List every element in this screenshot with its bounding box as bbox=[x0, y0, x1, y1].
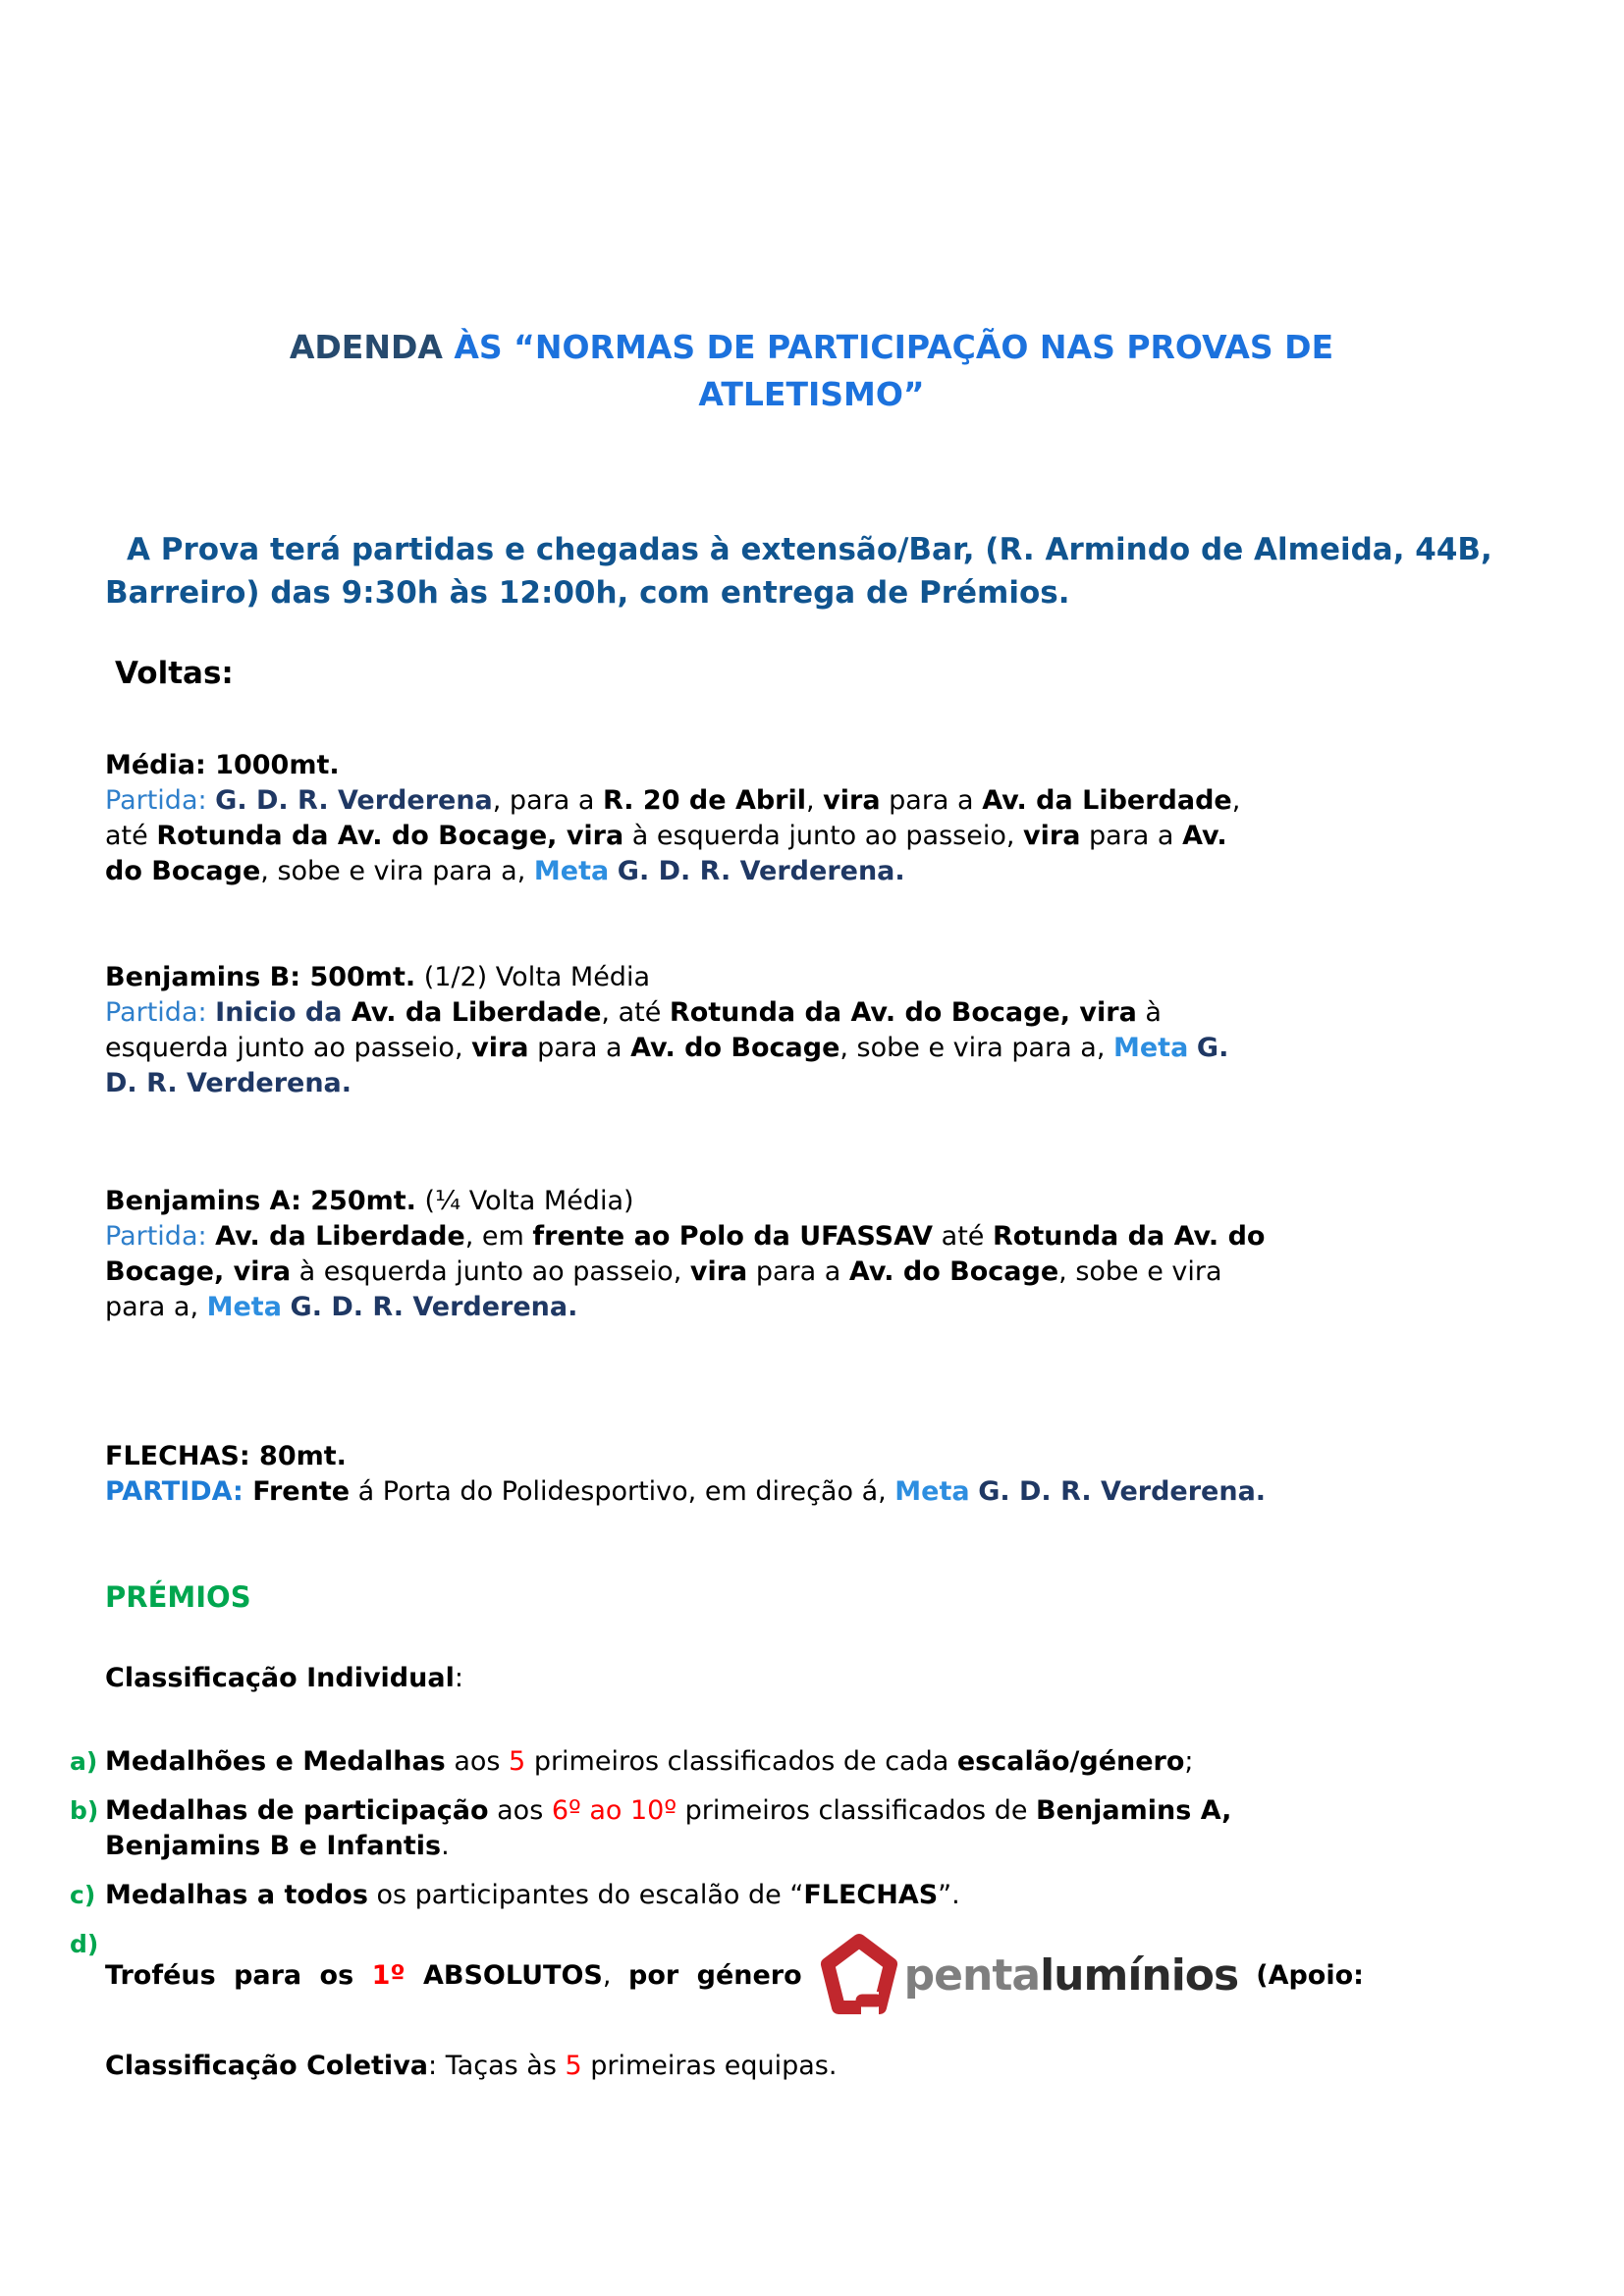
text-segment: Rotunda da Av. do bbox=[993, 1221, 1266, 1252]
text-segment: ”. bbox=[938, 1880, 960, 1910]
text-segment: até bbox=[933, 1221, 993, 1252]
benjamins-a-line-3 bbox=[105, 1255, 1518, 1290]
text-segment: , para a bbox=[492, 785, 603, 816]
section-benjamins-a bbox=[105, 1184, 1518, 1325]
text-segment: R. 20 de Abril bbox=[602, 785, 806, 816]
text-segment: para a bbox=[880, 785, 983, 816]
text-segment: escalão/género bbox=[956, 1746, 1185, 1777]
text-segment: G. D. R. Verderena. bbox=[978, 1476, 1267, 1507]
benjamins-b-line-2 bbox=[105, 995, 1518, 1031]
benjamins-a-line-4 bbox=[105, 1290, 1518, 1325]
media-line-3 bbox=[105, 819, 1518, 854]
text-segment: 5 bbox=[565, 2051, 582, 2081]
list-item-c-content bbox=[105, 1878, 1518, 1913]
text-segment: Av. bbox=[1182, 821, 1227, 851]
section-benjamins-b bbox=[105, 960, 1518, 1101]
text-segment: G. bbox=[1196, 1033, 1229, 1063]
section-flechas bbox=[105, 1439, 1518, 1510]
flechas-heading-line bbox=[105, 1439, 1518, 1474]
text-segment: D. R. Verderena. bbox=[105, 1068, 352, 1098]
voltas-heading: Voltas: bbox=[115, 656, 234, 691]
section-media bbox=[105, 748, 1518, 889]
text-segment: Troféus para os bbox=[105, 1960, 372, 1991]
text-segment: FLECHAS bbox=[803, 1880, 939, 1910]
text-segment: Av. do Bocage bbox=[630, 1033, 840, 1063]
list-item-c bbox=[70, 1878, 1518, 1913]
text-segment: Meta bbox=[894, 1476, 970, 1507]
text-segment: G. D. R. Verderena. bbox=[290, 1292, 578, 1322]
benjamins-b-line-3 bbox=[105, 1031, 1518, 1066]
benjamins-b-line-4 bbox=[105, 1066, 1518, 1101]
text-segment: ÀS “NORMAS DE PARTICIPAÇÃO NAS PROVAS DE ATLETISMO” bbox=[454, 328, 1334, 413]
list-item-b-content bbox=[105, 1793, 1518, 1864]
text-segment: , sobe e vira bbox=[1058, 1256, 1222, 1287]
text-segment: frente ao Polo da UFASSAV bbox=[532, 1221, 934, 1252]
list-item-b bbox=[70, 1793, 1518, 1864]
text-segment: Meta bbox=[533, 856, 610, 886]
text-segment: Av. da Liberdade bbox=[215, 1221, 465, 1252]
media-line-4 bbox=[105, 854, 1518, 889]
text-segment: Classificação Individual bbox=[105, 1663, 455, 1693]
text-segment: vira bbox=[471, 1033, 529, 1063]
text-segment: (¼ Volta Média) bbox=[415, 1186, 634, 1216]
pentagon-icon bbox=[820, 1931, 898, 2021]
text-segment bbox=[1188, 1033, 1197, 1063]
text-segment: 5 bbox=[509, 1746, 526, 1777]
text-segment: 1º bbox=[371, 1960, 406, 1991]
text-segment bbox=[609, 856, 618, 886]
text-segment: Inicio da bbox=[215, 997, 352, 1028]
list-marker-c: c) bbox=[70, 1881, 96, 1909]
text-segment: ADENDA bbox=[289, 328, 455, 366]
list-item-c-line bbox=[105, 1878, 1518, 1913]
text-segment: Benjamins B: 500mt. bbox=[105, 962, 416, 992]
text-segment: aos bbox=[488, 1795, 552, 1826]
list-marker-a: a) bbox=[70, 1747, 98, 1776]
text-segment: Rotunda da Av. do Bocage, vira bbox=[669, 997, 1137, 1028]
flechas-line-2 bbox=[105, 1474, 1518, 1510]
text-segment: G. D. R. Verderena bbox=[215, 785, 493, 816]
list-item-b-line-1 bbox=[105, 1793, 1518, 1829]
text-segment: primeiros classificados de cada bbox=[525, 1746, 957, 1777]
list-item-a-line bbox=[105, 1744, 1518, 1780]
text-segment: por género bbox=[628, 1960, 802, 1991]
text-segment: á Porta do Polidesportivo, em direção á, bbox=[350, 1476, 895, 1507]
text-segment: Medalhões e Medalhas bbox=[105, 1746, 446, 1777]
text-segment: para a, bbox=[105, 1292, 207, 1322]
text-segment: Meta bbox=[206, 1292, 282, 1322]
benjamins-b-heading-line bbox=[105, 960, 1518, 995]
classificacao-individual-heading bbox=[105, 1663, 1518, 1693]
text-segment: Benjamins A, bbox=[1036, 1795, 1232, 1826]
text-segment: (Apoio: bbox=[1256, 1960, 1364, 1991]
media-line-2 bbox=[105, 783, 1518, 819]
text-segment: 6º ao 10º bbox=[551, 1795, 677, 1826]
text-segment: Meta bbox=[1113, 1033, 1189, 1063]
text-segment: Av. do Bocage bbox=[848, 1256, 1059, 1287]
text-segment: Partida: bbox=[105, 997, 216, 1028]
text-segment: , sobe e vira para a, bbox=[260, 856, 534, 886]
text-segment: Frente bbox=[252, 1476, 351, 1507]
text-segment bbox=[282, 1292, 291, 1322]
text-segment: vira bbox=[689, 1256, 748, 1287]
logo-text-luminios: lumínios bbox=[1040, 1950, 1239, 2001]
list-item-d bbox=[70, 1927, 1518, 2025]
text-segment: . bbox=[441, 1831, 450, 1861]
text-segment: Classificação Coletiva bbox=[105, 2051, 429, 2081]
benjamins-a-heading-line bbox=[105, 1184, 1518, 1219]
classificacao-coletiva-line bbox=[105, 2049, 1518, 2084]
premios-heading: PRÉMIOS bbox=[105, 1580, 251, 1614]
text-segment: Partida: bbox=[105, 1221, 216, 1252]
text-segment: (1/2) Volta Média bbox=[415, 962, 650, 992]
text-segment: PARTIDA: bbox=[105, 1476, 253, 1507]
text-segment: Rotunda da Av. do Bocage, vira bbox=[156, 821, 624, 851]
text-segment: para a bbox=[747, 1256, 849, 1287]
text-segment: os participantes do escalão de “ bbox=[367, 1880, 804, 1910]
media-heading-line bbox=[105, 748, 1518, 783]
text-segment: ABSOLUTOS bbox=[405, 1960, 603, 1991]
text-segment: FLECHAS: 80mt. bbox=[105, 1441, 347, 1471]
text-segment: para a bbox=[1080, 821, 1183, 851]
logo-text-penta: penta bbox=[903, 1950, 1041, 2001]
coletiva-content bbox=[105, 2039, 1518, 2084]
text-segment: : bbox=[454, 1663, 463, 1693]
list-marker-d: d) bbox=[70, 1930, 99, 1958]
text-segment: Medalhas a todos bbox=[105, 1880, 368, 1910]
text-segment: ; bbox=[1184, 1746, 1194, 1777]
text-segment: aos bbox=[445, 1746, 510, 1777]
text-segment: para a bbox=[528, 1033, 631, 1063]
prize-list bbox=[70, 1744, 1518, 2084]
text-segment: , bbox=[806, 785, 824, 816]
text-segment: Benjamins A: 250mt. bbox=[105, 1186, 416, 1216]
coletiva-row bbox=[70, 2039, 1518, 2084]
text-segment: à esquerda junto ao passeio, bbox=[623, 821, 1024, 851]
intro-paragraph: A Prova terá partidas e chegadas à extensão/Bar, (R. Armindo de Almeida, 44B, Barreiro) das 9:30h às 12:00h, com entrega de Prémios. bbox=[105, 532, 1492, 611]
text-segment: Medalhas de participação bbox=[105, 1795, 489, 1826]
text-segment: , sobe e vira para a, bbox=[839, 1033, 1113, 1063]
text-segment: primeiros classificados de bbox=[677, 1795, 1037, 1826]
text-segment: à bbox=[1136, 997, 1162, 1028]
list-item-d-content bbox=[105, 1927, 1518, 2025]
list-item-a-content bbox=[105, 1744, 1518, 1780]
text-segment: Av. da Liberdade bbox=[982, 785, 1232, 816]
text-segment: Média: 1000mt. bbox=[105, 750, 340, 780]
text-segment bbox=[970, 1476, 979, 1507]
text-segment: Partida: bbox=[105, 785, 216, 816]
text-segment: Benjamins B e Infantis bbox=[105, 1831, 442, 1861]
text-segment: até bbox=[105, 821, 157, 851]
text-segment: Bocage, vira bbox=[105, 1256, 292, 1287]
text-segment: vira bbox=[1023, 821, 1081, 851]
text-segment: primeiras equipas. bbox=[581, 2051, 838, 2081]
list-item-d-text-after bbox=[1256, 1958, 1364, 1994]
text-segment: , bbox=[602, 1960, 629, 1991]
list-item-a bbox=[70, 1744, 1518, 1780]
text-segment: Av. da Liberdade bbox=[351, 997, 602, 1028]
text-segment: vira bbox=[823, 785, 881, 816]
text-segment: G. D. R. Verderena. bbox=[617, 856, 905, 886]
pentaluminios-logo bbox=[820, 1931, 1239, 2021]
text-segment: , bbox=[1231, 785, 1241, 816]
list-item-d-text-before bbox=[105, 1958, 802, 1994]
text-segment: esquerda junto ao passeio, bbox=[105, 1033, 472, 1063]
list-marker-b: b) bbox=[70, 1796, 99, 1825]
benjamins-a-line-2 bbox=[105, 1219, 1518, 1255]
text-segment: à esquerda junto ao passeio, bbox=[291, 1256, 690, 1287]
text-segment: do Bocage bbox=[105, 856, 261, 886]
text-segment: : Taças às bbox=[428, 2051, 566, 2081]
text-segment: , em bbox=[464, 1221, 533, 1252]
list-item-b-line-2 bbox=[105, 1829, 1518, 1864]
text-segment: , até bbox=[601, 997, 670, 1028]
document-title bbox=[174, 324, 1450, 418]
